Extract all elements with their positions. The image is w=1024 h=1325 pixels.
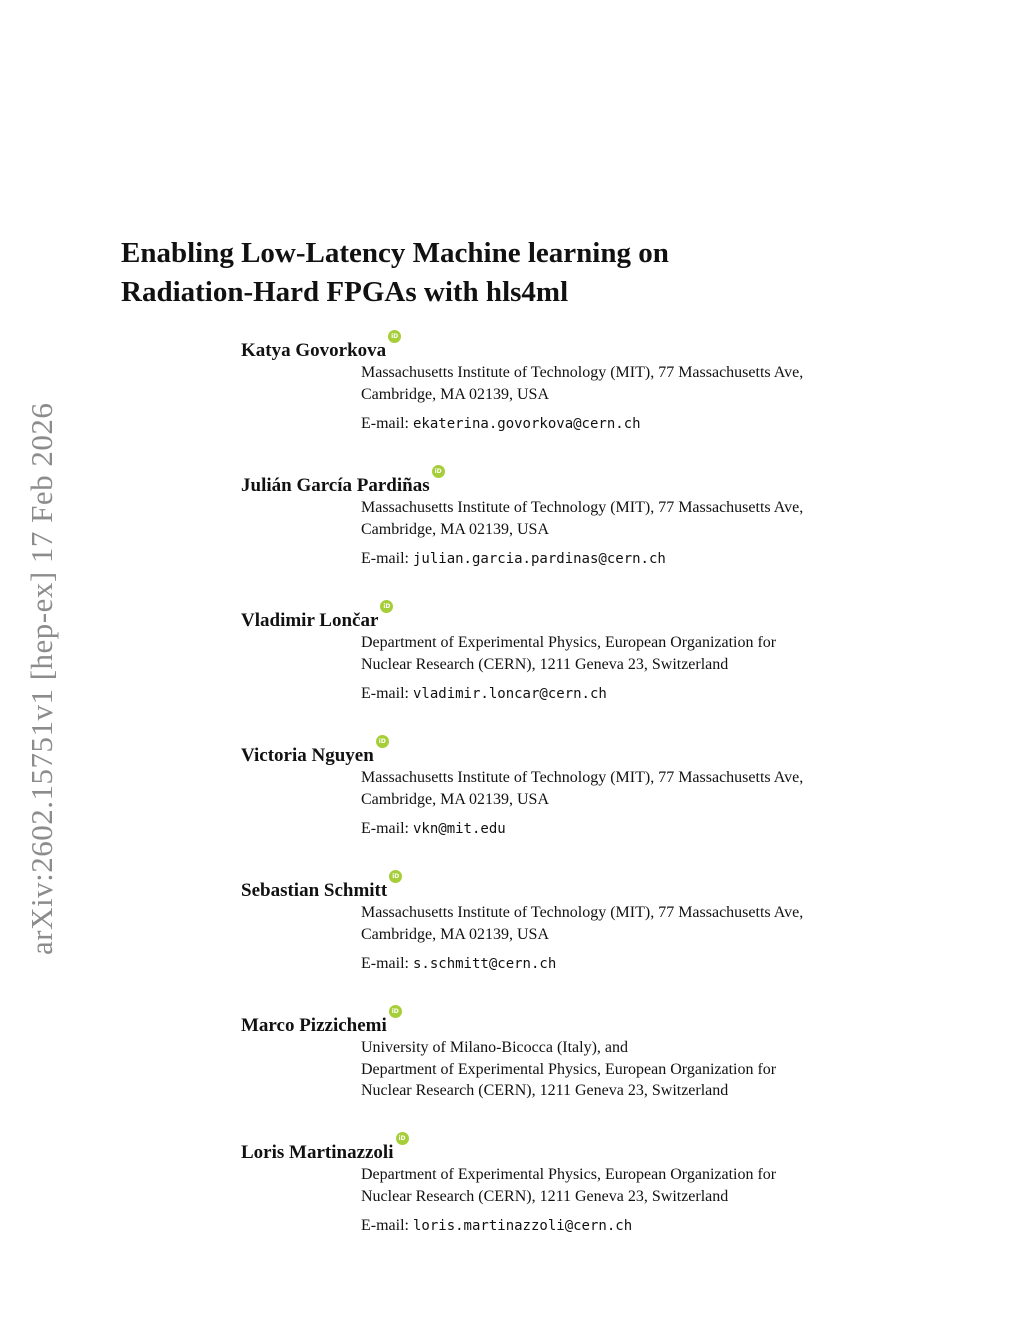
orcid-icon[interactable]: iD: [376, 735, 389, 748]
email-label: E-mail:: [361, 685, 409, 702]
author-name: Marco Pizzichemi iD: [241, 1015, 387, 1037]
affiliation-line: University of Milano-Bicocca (Italy), and: [361, 1039, 629, 1056]
orcid-icon[interactable]: iD: [432, 465, 445, 478]
author-email: [361, 414, 941, 434]
email-address[interactable]: loris.martinazzoli@cern.ch: [412, 1218, 633, 1234]
email-address[interactable]: vkn@mit.edu: [412, 821, 506, 837]
email-label: E-mail:: [361, 820, 409, 837]
paper-title: [121, 234, 841, 312]
author-block: [241, 738, 941, 839]
email-address[interactable]: s.schmitt@cern.ch: [412, 956, 557, 972]
author-name: Victoria Nguyen iD: [241, 745, 374, 767]
orcid-icon[interactable]: iD: [389, 870, 402, 883]
author-affiliation: [361, 1164, 941, 1207]
title-line: Radiation-Hard FPGAs with hls4ml: [121, 276, 569, 308]
affiliation-line: Nuclear Research (CERN), 1211 Geneva 23, Switzerland: [361, 1187, 729, 1205]
affiliation-line: Nuclear Research (CERN), 1211 Geneva 23, Switzerland: [361, 1082, 729, 1099]
author-affiliation: [361, 362, 941, 405]
author-affiliation: [361, 767, 941, 810]
author-affiliation: [361, 632, 941, 675]
email-label: E-mail:: [361, 415, 409, 432]
author-name: Julián García Pardiñas iD: [241, 475, 430, 497]
author-email: [361, 684, 941, 704]
affiliation-line: Cambridge, MA 02139, USA: [361, 790, 549, 808]
affiliation-line: Cambridge, MA 02139, USA: [361, 385, 549, 403]
author-block: [241, 468, 941, 569]
author-name: Katya Govorkova iD: [241, 340, 386, 362]
author-block: [241, 333, 941, 434]
author-affiliation: [361, 902, 941, 945]
author-email: [361, 954, 941, 974]
affiliation-line: Massachusetts Institute of Technology (MIT), 77 Massachusetts Ave,: [361, 364, 804, 381]
author-name: Loris Martinazzoli iD: [241, 1142, 394, 1164]
orcid-icon[interactable]: iD: [396, 1132, 409, 1145]
author-email: [361, 819, 941, 839]
affiliation-line: Department of Experimental Physics, European Organization for: [361, 634, 777, 651]
author-block: [241, 603, 941, 704]
affiliation-line: Department of Experimental Physics, European Organization for: [361, 1060, 777, 1078]
email-label: E-mail:: [361, 550, 409, 567]
email-label: E-mail:: [361, 955, 409, 972]
author-name: Vladimir Lončar iD: [241, 610, 378, 632]
affiliation-line: Nuclear Research (CERN), 1211 Geneva 23, Switzerland: [361, 655, 729, 673]
author-block: [241, 1135, 941, 1236]
author-name: Sebastian Schmitt iD: [241, 880, 387, 902]
author-affiliation: [361, 497, 941, 540]
affiliation-line: Cambridge, MA 02139, USA: [361, 925, 549, 943]
email-address[interactable]: julian.garcia.pardinas@cern.ch: [412, 551, 666, 567]
email-address[interactable]: vladimir.loncar@cern.ch: [412, 686, 607, 702]
author-block: [241, 1008, 941, 1102]
author-email: [361, 1216, 941, 1236]
affiliation-line: Massachusetts Institute of Technology (MIT), 77 Massachusetts Ave,: [361, 904, 804, 921]
author-affiliation: [361, 1037, 941, 1102]
affiliation-line: Department of Experimental Physics, European Organization for: [361, 1166, 777, 1183]
arxiv-identifier-stamp: arXiv:2602.15751v1 [hep-ex] 17 Feb 2026: [24, 402, 59, 955]
orcid-icon[interactable]: iD: [388, 330, 401, 343]
affiliation-line: Massachusetts Institute of Technology (MIT), 77 Massachusetts Ave,: [361, 499, 804, 516]
orcid-icon[interactable]: iD: [389, 1005, 402, 1018]
affiliation-line: Massachusetts Institute of Technology (MIT), 77 Massachusetts Ave,: [361, 769, 804, 786]
email-label: E-mail:: [361, 1217, 409, 1234]
title-line: Enabling Low-Latency Machine learning on: [121, 237, 669, 269]
orcid-icon[interactable]: iD: [380, 600, 393, 613]
author-email: [361, 549, 941, 569]
email-address[interactable]: ekaterina.govorkova@cern.ch: [412, 416, 641, 432]
affiliation-line: Cambridge, MA 02139, USA: [361, 520, 549, 538]
author-block: [241, 873, 941, 974]
